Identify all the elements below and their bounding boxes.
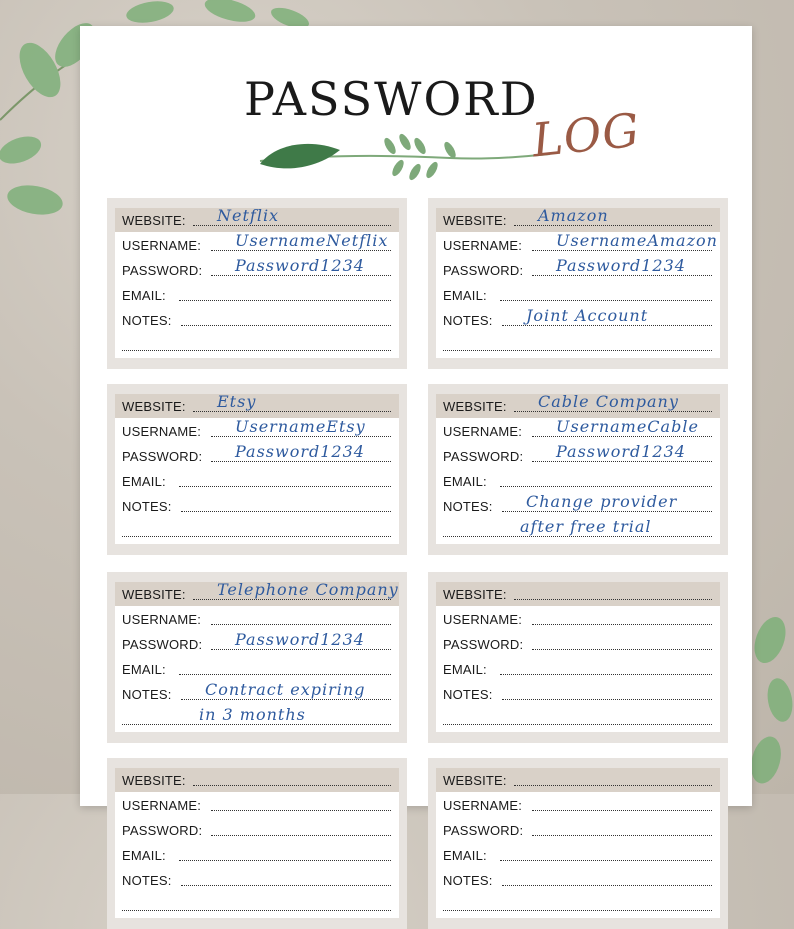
password-field-line[interactable]: [532, 649, 712, 650]
notes-continuation-row: [115, 707, 399, 731]
password-label: PASSWORD:: [122, 637, 203, 652]
website-row: [436, 208, 720, 232]
password-label: PASSWORD:: [122, 449, 203, 464]
email-field-line[interactable]: [179, 486, 391, 487]
notes-row: [115, 868, 399, 892]
notes-field-line[interactable]: [181, 885, 391, 886]
password-label: PASSWORD:: [443, 449, 524, 464]
password-entry-card: [428, 572, 728, 743]
email-label: EMAIL:: [122, 474, 166, 489]
username-label: USERNAME:: [443, 798, 523, 813]
notes-label: NOTES:: [443, 873, 493, 888]
email-label: EMAIL:: [122, 288, 166, 303]
notes-row: [436, 308, 720, 332]
password-field-line[interactable]: [532, 275, 712, 276]
password-entry-card: [107, 758, 407, 929]
username-field-line[interactable]: [211, 250, 391, 251]
username-row: [115, 419, 399, 443]
password-label: PASSWORD:: [443, 637, 524, 652]
username-label: USERNAME:: [443, 612, 523, 627]
password-value: Password1234: [235, 442, 365, 461]
notes-label: NOTES:: [443, 313, 493, 328]
email-row: [436, 657, 720, 681]
notes-field-line[interactable]: [502, 511, 712, 512]
website-label: WEBSITE:: [443, 213, 507, 228]
email-label: EMAIL:: [122, 848, 166, 863]
username-field-line[interactable]: [211, 810, 391, 811]
notes-continuation-line[interactable]: [443, 350, 712, 351]
notes-continuation-row: [115, 893, 399, 917]
email-field-line[interactable]: [179, 300, 391, 301]
entry-form: [115, 768, 399, 918]
notes-row: [115, 308, 399, 332]
website-row: [115, 582, 399, 606]
website-label: WEBSITE:: [443, 587, 507, 602]
email-field-line[interactable]: [179, 860, 391, 861]
password-label: PASSWORD:: [122, 263, 203, 278]
notes-continuation-row: [436, 519, 720, 543]
website-label: WEBSITE:: [122, 213, 186, 228]
notes-continuation-line[interactable]: [122, 350, 391, 351]
entry-form: [436, 208, 720, 358]
password-label: PASSWORD:: [443, 263, 524, 278]
website-field-line[interactable]: [514, 599, 712, 600]
password-entry-card: [107, 572, 407, 743]
notes-continuation-value: in 3 months: [199, 705, 306, 724]
website-value: Amazon: [538, 206, 609, 225]
entry-form: [115, 394, 399, 544]
username-value: UsernameEtsy: [235, 417, 366, 436]
notes-value: Joint Account: [526, 306, 649, 325]
password-entry-card: [428, 198, 728, 369]
notes-continuation-line[interactable]: [122, 910, 391, 911]
password-value: Password1234: [556, 256, 686, 275]
username-label: USERNAME:: [122, 424, 202, 439]
page-title: PASSWORD: [244, 72, 539, 126]
website-value: Netflix: [217, 206, 280, 225]
website-row: [115, 394, 399, 418]
password-entry-card: [428, 384, 728, 555]
notes-continuation-row: [436, 893, 720, 917]
notes-row: [436, 868, 720, 892]
notes-row: [115, 682, 399, 706]
website-field-line[interactable]: [514, 785, 712, 786]
password-entry-card: [107, 198, 407, 369]
username-label: USERNAME:: [443, 238, 523, 253]
username-value: UsernameCable: [556, 417, 699, 436]
username-row: [436, 793, 720, 817]
username-field-line[interactable]: [532, 250, 712, 251]
password-value: Password1234: [235, 256, 365, 275]
notes-label: NOTES:: [122, 313, 172, 328]
username-value: UsernameAmazon: [556, 231, 718, 250]
notes-continuation-row: [115, 333, 399, 357]
username-label: USERNAME:: [122, 612, 202, 627]
notes-label: NOTES:: [443, 499, 493, 514]
website-field-line[interactable]: [514, 411, 712, 412]
password-row: [115, 444, 399, 468]
username-row: [436, 233, 720, 257]
entry-form: [115, 582, 399, 732]
notes-continuation-line[interactable]: [443, 536, 712, 537]
notes-label: NOTES:: [122, 687, 172, 702]
username-label: USERNAME:: [122, 238, 202, 253]
password-label: PASSWORD:: [122, 823, 203, 838]
notes-continuation-line[interactable]: [443, 910, 712, 911]
email-row: [115, 843, 399, 867]
password-row: [436, 818, 720, 842]
notes-label: NOTES:: [443, 687, 493, 702]
notes-label: NOTES:: [122, 499, 172, 514]
email-label: EMAIL:: [122, 662, 166, 677]
notes-continuation-row: [115, 519, 399, 543]
website-label: WEBSITE:: [122, 773, 186, 788]
password-row: [436, 632, 720, 656]
email-field-line[interactable]: [500, 486, 712, 487]
email-row: [436, 469, 720, 493]
username-row: [436, 419, 720, 443]
password-row: [436, 444, 720, 468]
password-value: Password1234: [556, 442, 686, 461]
notes-row: [115, 494, 399, 518]
username-field-line[interactable]: [532, 810, 712, 811]
entry-form: [436, 582, 720, 732]
email-field-line[interactable]: [500, 860, 712, 861]
page-title-script: LOG: [529, 102, 643, 168]
entry-form: [436, 394, 720, 544]
website-field-line[interactable]: [193, 599, 391, 600]
username-field-line[interactable]: [211, 624, 391, 625]
password-entry-card: [107, 384, 407, 555]
website-label: WEBSITE:: [443, 399, 507, 414]
username-row: [115, 233, 399, 257]
password-log-sheet: [80, 26, 752, 888]
username-field-line[interactable]: [211, 436, 391, 437]
username-field-line[interactable]: [532, 436, 712, 437]
notes-field-line[interactable]: [181, 699, 391, 700]
password-field-line[interactable]: [532, 461, 712, 462]
username-row: [436, 607, 720, 631]
website-field-line[interactable]: [514, 225, 712, 226]
website-row: [115, 208, 399, 232]
website-row: [436, 768, 720, 792]
password-field-line[interactable]: [532, 835, 712, 836]
notes-field-line[interactable]: [181, 511, 391, 512]
website-field-line[interactable]: [193, 785, 391, 786]
username-label: USERNAME:: [443, 424, 523, 439]
title-block: [80, 26, 752, 201]
notes-continuation-value: after free trial: [520, 517, 652, 536]
website-label: WEBSITE:: [443, 773, 507, 788]
email-row: [115, 657, 399, 681]
email-field-line[interactable]: [179, 674, 391, 675]
notes-continuation-line[interactable]: [122, 536, 391, 537]
website-field-line[interactable]: [193, 225, 391, 226]
password-field-line[interactable]: [211, 835, 391, 836]
notes-continuation-line[interactable]: [443, 724, 712, 725]
password-row: [115, 258, 399, 282]
website-value: Telephone Company: [217, 580, 399, 599]
email-label: EMAIL:: [443, 474, 487, 489]
email-row: [115, 469, 399, 493]
username-row: [115, 793, 399, 817]
notes-field-line[interactable]: [502, 885, 712, 886]
website-label: WEBSITE:: [122, 587, 186, 602]
email-field-line[interactable]: [500, 674, 712, 675]
password-row: [436, 258, 720, 282]
website-row: [436, 582, 720, 606]
email-label: EMAIL:: [443, 288, 487, 303]
username-label: USERNAME:: [122, 798, 202, 813]
website-field-line[interactable]: [193, 411, 391, 412]
email-row: [436, 283, 720, 307]
email-row: [115, 283, 399, 307]
notes-label: NOTES:: [122, 873, 172, 888]
password-field-line[interactable]: [211, 275, 391, 276]
password-label: PASSWORD:: [443, 823, 524, 838]
website-value: Etsy: [217, 392, 257, 411]
password-field-line[interactable]: [211, 461, 391, 462]
password-row: [115, 818, 399, 842]
notes-continuation-line[interactable]: [122, 724, 391, 725]
website-row: [115, 768, 399, 792]
email-row: [436, 843, 720, 867]
username-field-line[interactable]: [532, 624, 712, 625]
email-field-line[interactable]: [500, 300, 712, 301]
notes-field-line[interactable]: [502, 699, 712, 700]
notes-continuation-row: [436, 707, 720, 731]
notes-value: Contract expiring: [205, 680, 366, 699]
website-label: WEBSITE:: [122, 399, 186, 414]
notes-field-line[interactable]: [502, 325, 712, 326]
username-value: UsernameNetflix: [235, 231, 389, 250]
password-value: Password1234: [235, 630, 365, 649]
email-label: EMAIL:: [443, 662, 487, 677]
notes-row: [436, 494, 720, 518]
entry-form: [436, 768, 720, 918]
notes-value: Change provider: [526, 492, 678, 511]
password-field-line[interactable]: [211, 649, 391, 650]
notes-continuation-row: [436, 333, 720, 357]
website-row: [436, 394, 720, 418]
entry-form: [115, 208, 399, 358]
notes-field-line[interactable]: [181, 325, 391, 326]
email-label: EMAIL:: [443, 848, 487, 863]
password-row: [115, 632, 399, 656]
notes-row: [436, 682, 720, 706]
password-entry-card: [428, 758, 728, 929]
website-value: Cable Company: [538, 392, 679, 411]
username-row: [115, 607, 399, 631]
